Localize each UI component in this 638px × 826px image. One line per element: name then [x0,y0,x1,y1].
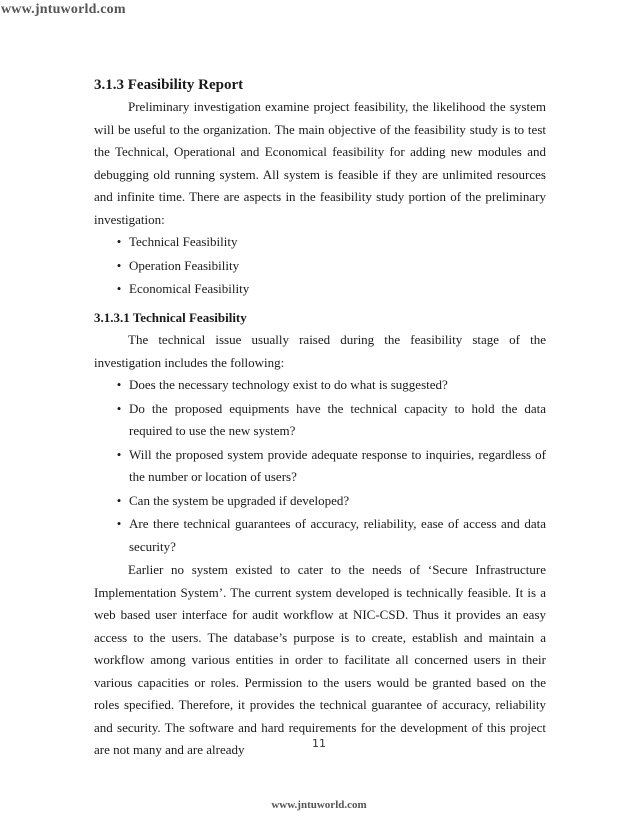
question-text: Does the necessary technology exist to do what is suggested? [129,377,448,392]
section-heading: 3.1.3 Feasibility Report [94,77,244,93]
question-text: Will the proposed system provide adequate response to inquiries, regardless of the number or location of users? [129,446,546,484]
section-intro-paragraph: Preliminary investigation examine project feasibility, the likelihood the system will be useful to the organization. The main objective of the feasibility study is to test the Technical, Operational and Economical feasibility for adding new modules and debugging old running system. All system is feasible if they are unlimited resources and infinite time. There are aspects in the feasibility study portion of the preliminary investigation: [94,99,546,227]
question-text: Can the system be upgraded if developed? [129,492,350,508]
question-text: Do the proposed equipments have the technical capacity to hold the data required to use the new system? [129,400,546,438]
question-text: Are there technical guarantees of accuracy, reliability, ease of access and data security? [129,516,546,554]
watermark-header: www.jntuworld.com [1,2,126,17]
list-item [94,278,546,301]
bullet-icon: • [116,516,122,531]
list-item [94,231,546,254]
list-item [94,374,546,397]
document-body [94,74,546,762]
page-number: 11 [312,737,326,750]
bullet-icon: • [116,377,122,392]
footer-watermark-link[interactable]: www.jntuworld.com [271,799,367,811]
list-item [94,255,546,278]
subsection-intro-paragraph: The technical issue usually raised during the feasibility stage of the investigation includes the following: [94,332,546,370]
aspect-economical: Economical Feasibility [129,281,250,296]
list-item [94,444,546,489]
bullet-icon: • [116,281,122,296]
bullet-icon: • [116,234,122,249]
aspect-technical: Technical Feasibility [129,234,238,249]
list-item [94,490,546,513]
list-item [94,513,546,558]
aspect-operation: Operation Feasibility [129,257,240,273]
aspects-list [94,231,546,301]
bullet-icon: • [116,400,122,416]
bullet-icon: • [116,492,122,508]
technical-feasibility-paragraph: Earlier no system existed to cater to the needs of ‘Secure Infrastructure Implementation System’. The current system developed is technically feasible. It is a web based user interface for audit workflow at NIC-CSD. Thus it provides an easy access to the users. The database’s purpose is to create, establish and maintain a workflow among various entities in order to facilitate all concerned users in their various capacities or roles. Permission to the users would be granted based on the roles specified. Therefore, it provides the technical guarantee of accuracy, reliability and security. The software and hard requirements for the development of this project are not many and are already [94,562,546,757]
list-item [94,398,546,443]
questions-list [94,374,546,558]
bullet-icon: • [116,257,122,273]
bullet-icon: • [116,446,122,462]
subsection-heading: 3.1.3.1 Technical Feasibility [94,309,247,325]
